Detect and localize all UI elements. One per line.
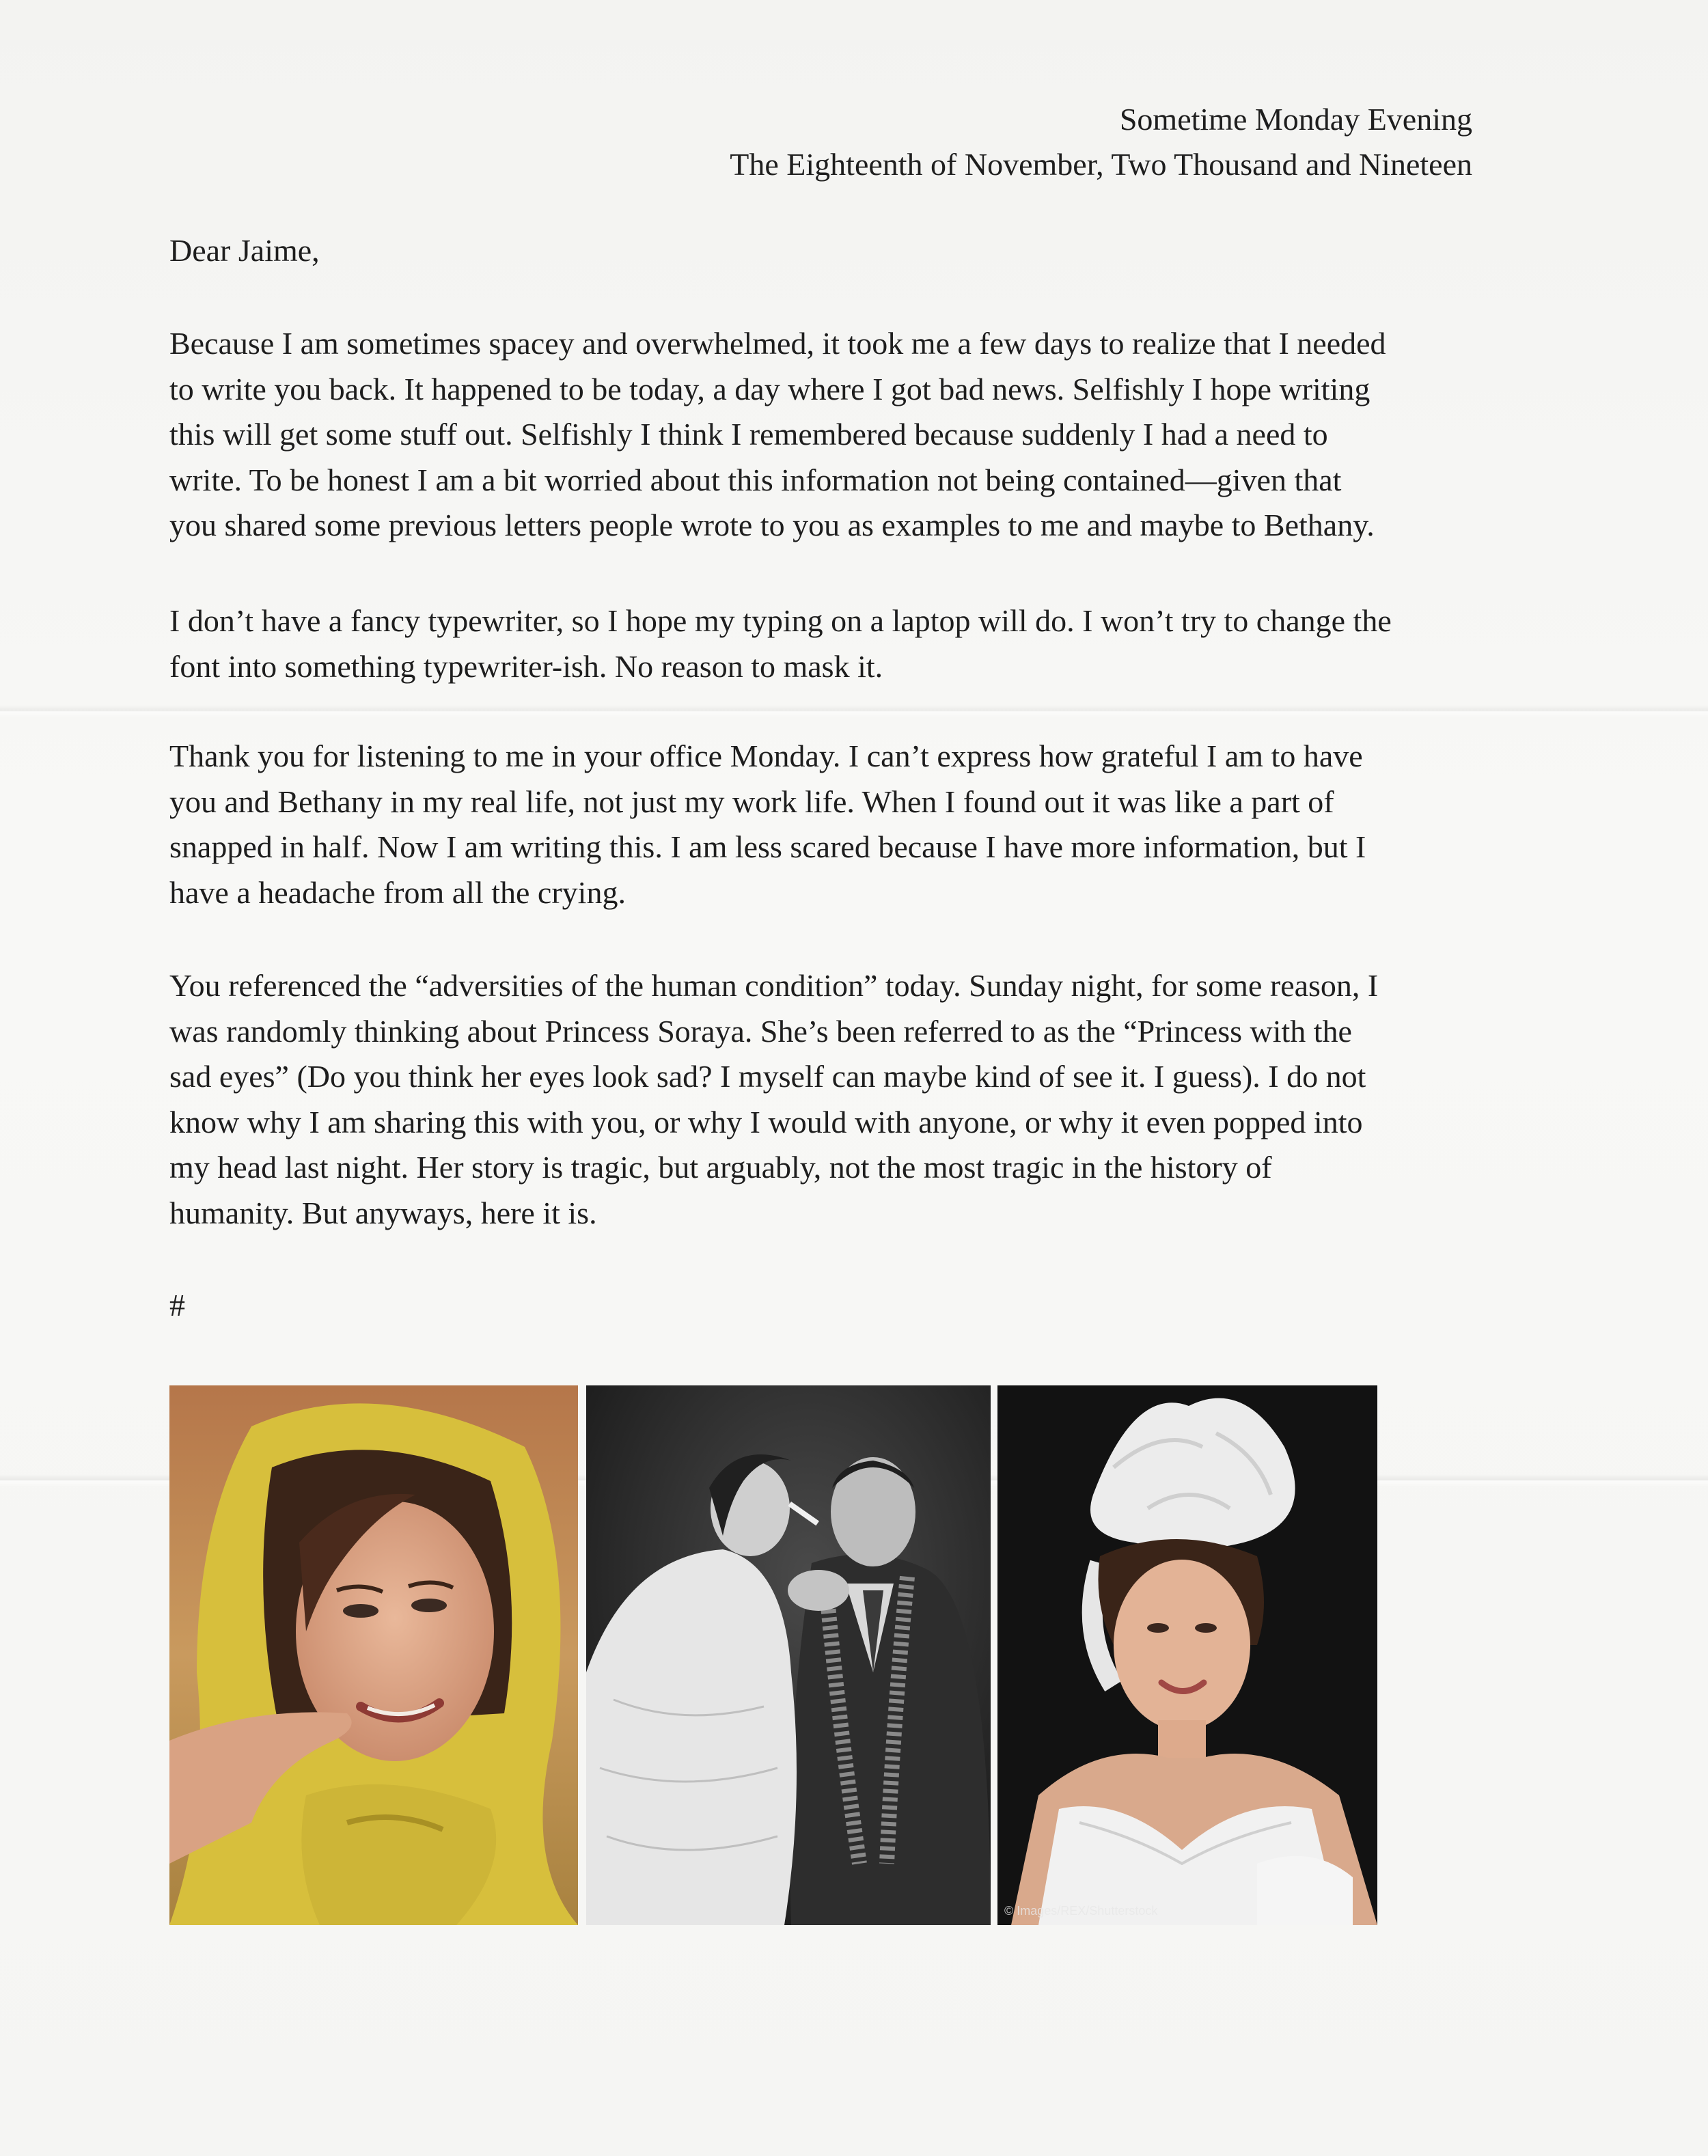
text-line: write. To be honest I am a bit worried about this information not being contained—given that	[169, 462, 1342, 497]
section-separator: #	[169, 1288, 185, 1323]
text-line: font into something typewriter-ish. No reason to mask it.	[169, 648, 883, 684]
text-line: I don’t have a fancy typewriter, so I hope my typing on a laptop will do. I won’t try to change the	[169, 603, 1392, 638]
paragraph-4	[169, 963, 1378, 1236]
paragraph-1	[169, 321, 1386, 549]
text-line: this will get some stuff out. Selfishly I think I remembered because suddenly I had a need to	[169, 417, 1328, 452]
text-line: to write you back. It happened to be today, a day where I got bad news. Selfishly I hope writing	[169, 371, 1370, 406]
photo-credit: © Images/REX/Shutterstock	[1004, 1904, 1158, 1918]
paragraph-3	[169, 734, 1366, 915]
text-line: my head last night. Her story is tragic, but arguably, not the most tragic in the history of	[169, 1150, 1272, 1185]
text-line: You referenced the “adversities of the human condition” today. Sunday night, for some reason, I	[169, 968, 1379, 1003]
salutation: Dear Jaime,	[169, 233, 320, 268]
text-line: you shared some previous letters people wrote to you as examples to me and maybe to Bethany.	[169, 508, 1375, 542]
text-line: humanity. But anyways, here it is.	[169, 1195, 597, 1230]
text-line: have a headache from all the crying.	[169, 874, 626, 910]
text-line: you and Bethany in my real life, not just my work life. When I found out it was like a part of	[169, 784, 1334, 819]
photo-couple-black-white	[586, 1385, 991, 1925]
text-line: was randomly thinking about Princess Soraya. She’s been referred to as the “Princess with the	[169, 1013, 1352, 1049]
text-line: Because I am sometimes spacey and overwhelmed, it took me a few days to realize that I needed	[169, 326, 1386, 361]
text-line: Thank you for listening to me in your office Monday. I can’t express how grateful I am to have	[169, 738, 1363, 773]
dateline-time: Sometime Monday Evening	[1119, 102, 1472, 137]
paper-fold-line	[0, 705, 1708, 717]
paragraph-2	[169, 598, 1392, 689]
text-line: snapped in half. Now I am writing this. I am less scared because I have more information, but I	[169, 829, 1366, 864]
photo-woman-feather-headpiece	[997, 1385, 1377, 1925]
text-line: know why I am sharing this with you, or why I would with anyone, or why it even popped into	[169, 1104, 1363, 1139]
photo-woman-yellow-scarf	[169, 1385, 578, 1925]
dateline-date: The Eighteenth of November, Two Thousand and Nineteen	[730, 147, 1472, 182]
text-line: sad eyes” (Do you think her eyes look sad? I myself can maybe kind of see it. I guess). I do not	[169, 1059, 1366, 1094]
